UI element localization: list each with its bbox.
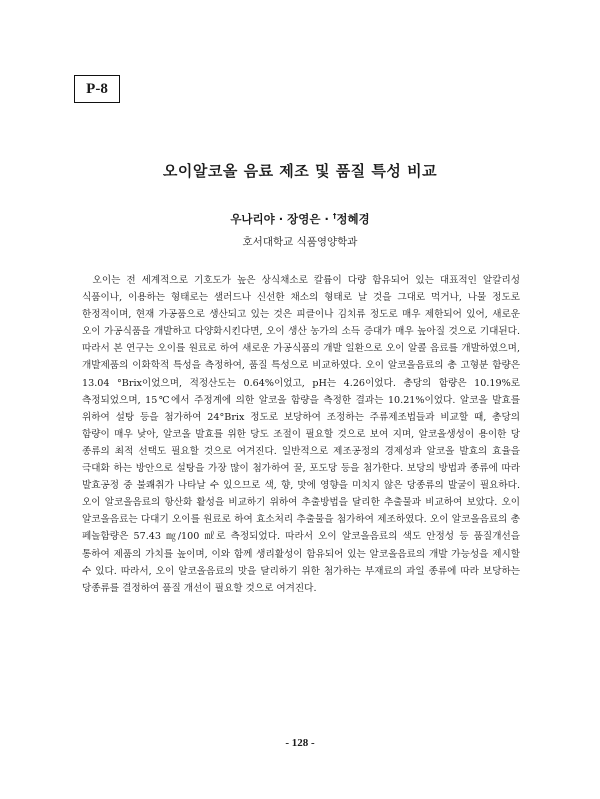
poster-code: P-8 (86, 80, 108, 97)
affiliation: 호서대학교 식품영양학과 (242, 236, 358, 248)
author-list (0, 211, 600, 227)
page-number: - 128 - (285, 737, 315, 749)
corresponding-author: 정혜경 (336, 212, 370, 226)
paper-title: 오이알코올 음료 제조 및 품질 특성 비교 (162, 162, 438, 180)
poster-code-box (74, 75, 120, 103)
corresponding-mark: † (332, 212, 337, 221)
co-authors: 우나리야 · 장영은 · (230, 212, 333, 226)
abstract-body: 오이는 전 세계적으로 기호도가 높은 상식채소로 칼륨이 다량 함유되어 있는 대표적인 알칼리성 식품이나, 이용하는 형태로는 샐러드나 신선한 채소의 형태로 날 것을 그대로 먹거나, 나물 정도로 한정적이며, 현재 가공품으로 생산되고 있는 것은 피클이나 김치류 정도로 매우 제한되어 있어, 새로운 오이 가공식품을 개발하고 다양화시킨다면, 오이 생산 농가의 소득 증대가 매우 높아질 것으로 기대된다. 따라서 본 연구는 오이를 원료로 하여 새로운 가공식품의 개발 일환으로 오이 알콜 음료를 개발하였으며, 개발제품의 이화학적 특성을 측정하여, 품질 특성으로 비교하였다. 오이 알코올음료의 총 고형분 함량은 13.04 °Brix이었으며, 적정산도는 0.64%이었고, pH는 4.26이었다. 총당의 함량은 10.19%로 측정되었으며, 15℃에서 주정계에 의한 알코올 함량을 측정한 결과는 10.21%이었다. 알코올 발효를 위하여 설탕 등을 첨가하여 24°Brix 정도로 보당하여 조정하는 주류제조법들과 비교할 때, 총당의 함량이 매우 낮아, 알코올 발효를 위한 당도 조절이 필요할 것으로 보여 지며, 알코올생성이 용이한 당 종류의 최적 선택도 필요할 것으로 여겨진다. 일반적으로 제조공정의 경제성과 알코올 발효의 효율을 극대화 하는 방안으로 설탕을 가장 많이 첨가하여 꿀, 포도당 등을 첨가한다. 보당의 방법과 종류에 따라 발효공정 중 불쾌취가 나타날 수 있으므로 색, 향, 맛에 영향을 미치지 않은 당종류의 발굴이 필요하다. 오이 알코올음료의 항산화 활성을 비교하기 위하여 추출방법을 달리한 추출물과 비교하여 보았다. 오이 알코올음료는 다대기 오이를 원료로 하여 효소처리 추출물을 첨가하여 제조하였다. 오이 알코올음료의 총 페놀함량은 57.43 ㎎/100 ㎖로 측정되었다. 따라서 오이 알코올음료의 색도 안정성 등 품질개선을 통하여 제품의 가치를 높이며, 이와 함께 생리활성이 함유되어 있는 알코올음료의 개발 가능성을 제시할 수 있다. 따라서, 오이 알코올음료의 맛을 달리하기 위한 첨가하는 부재료의 과일 종류에 따라 보당하는 당종류를 결정하여 품질 개선이 필요할 것으로 여겨진다. (82, 275, 520, 594)
